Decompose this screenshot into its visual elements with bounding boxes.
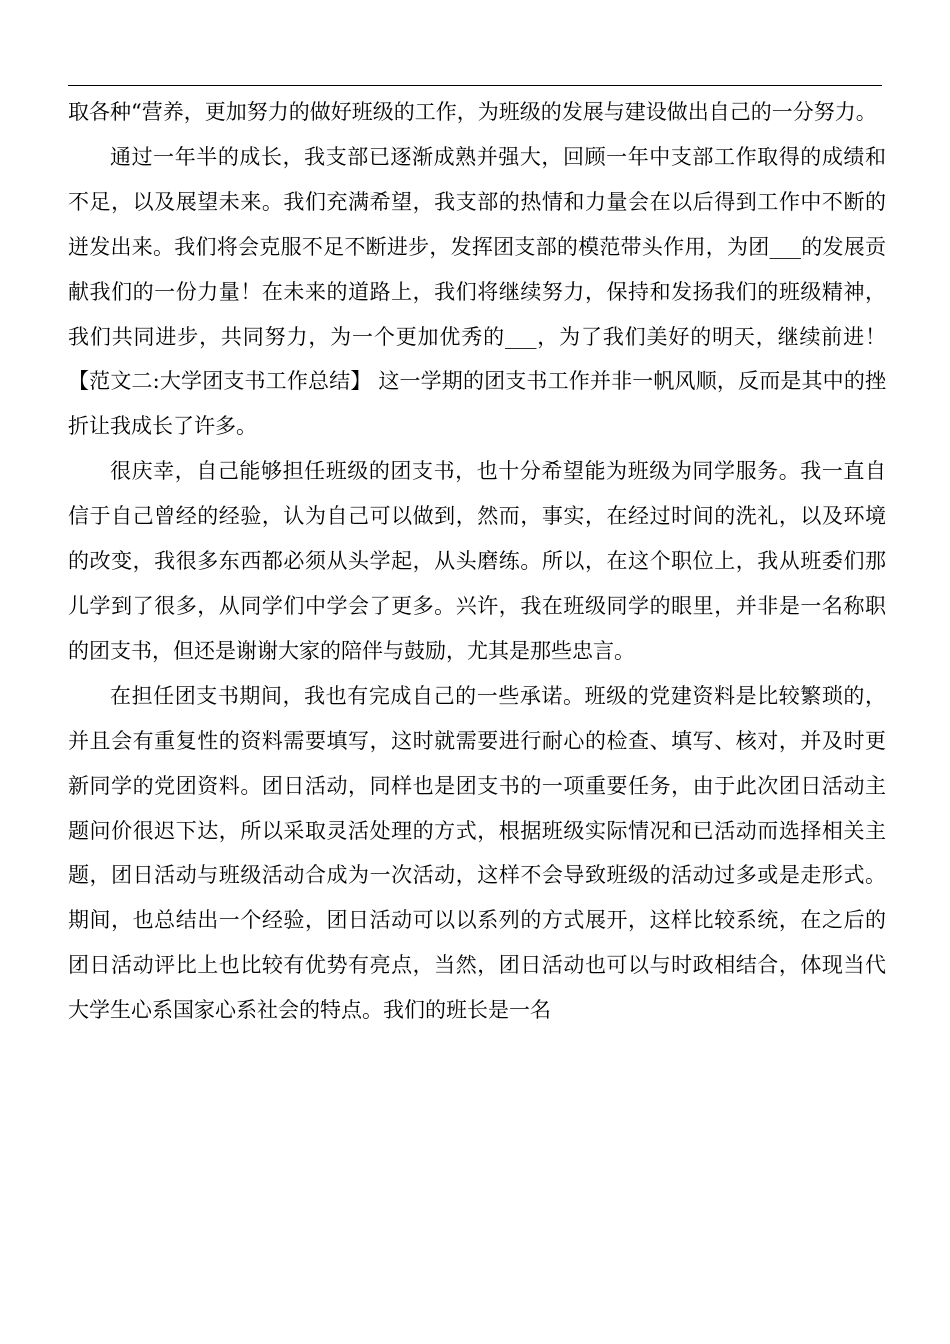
paragraph: 很庆幸，自己能够担任班级的团支书，也十分希望能为班级为同学服务。我一直自信于自己曾经的经验，认为自己可以做到，然而，事实，在经过时间的洗礼，以及环境的改变，我很多东西都必须从头学起，从头磨练。所以，在这个职位上，我从班委们那儿学到了很多，从同学们中学会了更多。兴许，我在班级同学的眼里，并非是一名称职的团支书，但还是谢谢大家的陪伴与鼓励，尤其是那些忠言。 — [68, 459, 886, 663]
paragraph: 取各种“营养，更加努力的做好班级的工作，为班级的发展与建设做出自己的一分努力。 — [68, 100, 877, 124]
paragraph: 通过一年半的成长，我支部已逐渐成熟并强大，回顾一年中支部工作取得的成绩和不足，以及展望未来。我们充满希望，我支部的热情和力量会在以后得到工作中不断的迸发出来。我们将会克服不足不断进步，发挥团支部的模范带头作用，为团___的发展贡献我们的一份力量！在未来的道路上，我们将继续努力，保持和发扬我们的班级精神，我们共同进步，共同努力，为一个更加优秀的___，为了我们美好的明天，继续前进！【范文二:大学团支书工作总结】 这一学期的团支书工作并非一帆风顺，反而是其中的挫折让我成长了许多。 — [68, 144, 886, 439]
paragraph: 在担任团支书期间，我也有完成自己的一些承诺。班级的党建资料是比较繁琐的，并且会有重复性的资料需要填写，这时就需要进行耐心的检查、填写、核对，并及时更新同学的党团资料。团日活动，同样也是团支书的一项重要任务，由于此次团日活动主题问价很迟下达，所以采取灵活处理的方式，根据班级实际情况和已活动而选择相关主题，团日活动与班级活动合成为一次活动，这样不会导致班级的活动过多或是走形式。期间，也总结出一个经验，团日活动可以以系列的方式展开，这样比较系统，在之后的团日活动评比上也比较有优势有亮点，当然，团日活动也可以与时政相结合，体现当代大学生心系国家心系社会的特点。我们的班长是一名 — [68, 683, 886, 1023]
header-rule — [68, 85, 882, 86]
document-body — [68, 90, 886, 1033]
